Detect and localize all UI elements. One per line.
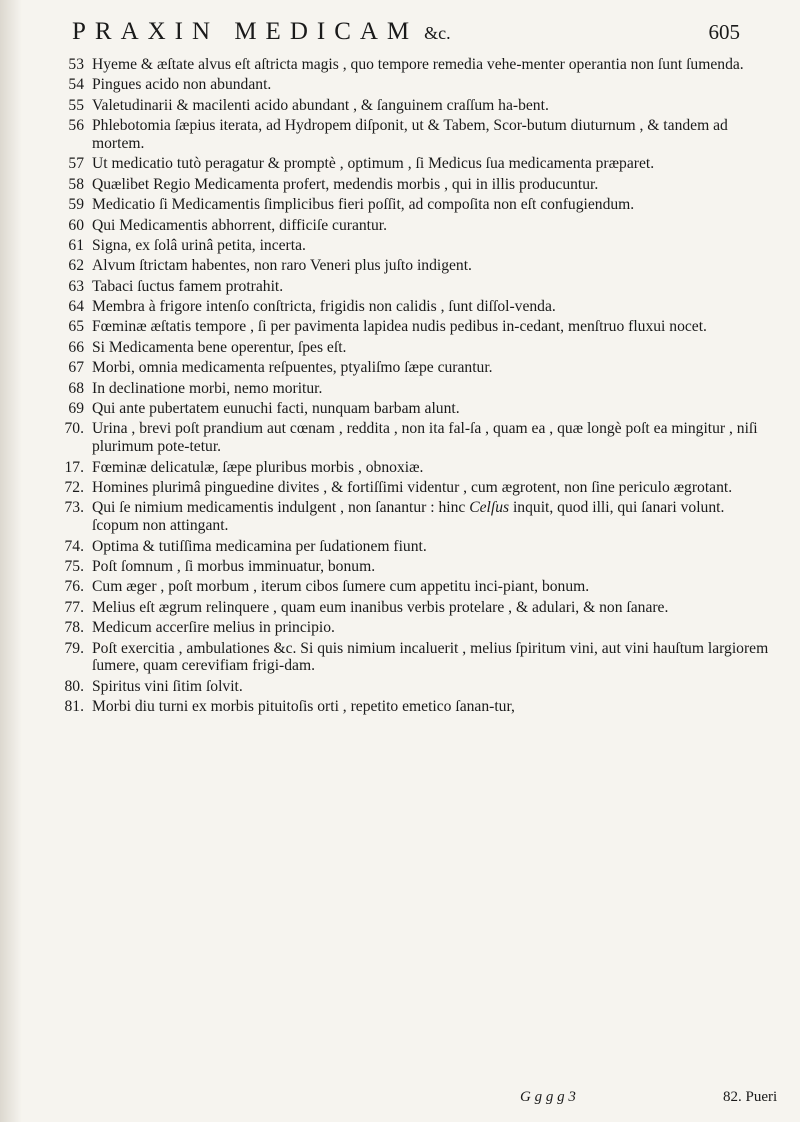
aphorism-number: 72. [64, 479, 84, 497]
aphorism-number: 53 [68, 56, 84, 73]
aphorism-number: 60 [68, 216, 84, 234]
aphorism-text-part: Qui ſe nimium medicamentis indulgent , non ſanantur : hinc [92, 499, 470, 517]
aphorism-54 [40, 76, 775, 94]
aphorism-number: 67 [68, 359, 84, 377]
aphorism-74 [40, 538, 775, 556]
aphorism-number: 78. [64, 619, 84, 637]
aphorism-77 [40, 599, 775, 617]
aphorism-62 [40, 257, 775, 275]
aphorism-number: 76. [64, 578, 84, 596]
aphorism-number: 81. [64, 698, 84, 716]
aphorism-text: Melius eſt ægrum relinquere , quam eum inanibus verbis protelare , & adulari, & non ſanare. [92, 598, 669, 616]
aphorism-76 [40, 578, 775, 596]
aphorism-number: 70. [64, 420, 84, 438]
aphorism-number: 65 [68, 318, 84, 336]
aphorism-number: 66 [68, 338, 84, 356]
aphorism-number: 79. [64, 639, 84, 657]
aphorism-64 [40, 298, 775, 316]
aphorism-text: Medicum accerſire melius in principio. [92, 619, 335, 637]
aphorism-60 [40, 217, 775, 235]
aphorism-75 [40, 558, 775, 576]
page-header [72, 18, 740, 52]
aphorism-text: Quælibet Regio Medicamenta profert, medendis morbis , qui in illis producuntur. [92, 175, 599, 193]
aphorism-number: 62 [68, 257, 84, 275]
aphorism-text-part: inquit, quod illi, qui ſanari volunt. ſcopum non attingant. [92, 499, 725, 535]
aphorism-80 [40, 678, 775, 696]
aphorism-text: Poſt exercitia , ambulationes &c. Si quis nimium incaluerit , melius ſpiritum vini, aut vini hauſtum largiorem ſumere, quam cerevifiam frigi-dam. [92, 639, 769, 675]
aphorism-58 [40, 176, 775, 194]
aphorism-number: 74. [64, 537, 84, 555]
aphorism-65 [40, 318, 775, 336]
aphorism-number: 68 [68, 379, 84, 397]
aphorism-number: 61 [68, 236, 84, 254]
aphorism-number: 69 [68, 400, 84, 418]
aphorism-number: 55 [68, 96, 84, 114]
aphorism-68 [40, 380, 775, 398]
aphorism-number: 57 [68, 155, 84, 173]
aphorism-number: 59 [68, 196, 84, 214]
aphorism-text: Medicatio ſi Medicamentis ſimplicibus fieri poſſit, ad compoſita non eſt confugiendum. [92, 196, 635, 214]
aphorism-text: Pingues acido non abundant. [92, 76, 272, 94]
aphorism-78 [40, 619, 775, 637]
aphorism-text: Membra à frigore intenſo conſtricta, frigidis non calidis , ſunt diſſol-venda. [92, 298, 556, 316]
aphorism-61 [40, 237, 775, 255]
aphorism-63 [40, 278, 775, 296]
aphorism-text: Urina , brevi poſt prandium aut cœnam , reddita , non ita fal-ſa , quam ea , quæ longè poſt ea mingitur , niſi plurimum pote-tetur. [92, 420, 758, 456]
running-title [72, 18, 451, 46]
aphorism-text: Spiritus vini ſitim ſolvit. [92, 677, 243, 695]
author-name-celsus: Celſus [469, 499, 510, 517]
aphorism-73 [40, 499, 775, 535]
aphorism-number: 63 [68, 277, 84, 295]
aphorism-number: 75. [64, 557, 84, 575]
aphorism-number: 73. [64, 499, 84, 517]
signature-mark: G g g g 3 [520, 1089, 576, 1105]
aphorism-67 [40, 359, 775, 377]
aphorism-text: Phlebotomia ſæpius iterata, ad Hydropem diſponit, ut & Tabem, Scor-butum diuturnum , & tandem ad mortem. [92, 117, 728, 152]
aphorism-59 [40, 196, 775, 214]
aphorism-70 [40, 420, 775, 456]
aphorism-number: 56 [68, 117, 84, 135]
aphorism-57 [40, 155, 775, 173]
aphorism-number: 64 [68, 298, 84, 316]
aphorism-text: Signa, ex ſolâ urinâ petita, incerta. [92, 236, 306, 254]
aphorism-text: Cum æger , poſt morbum , iterum cibos ſumere cum appetitu inci-piant, bonum. [92, 578, 590, 596]
aphorism-text: Optima & tutiſſima medicamina per ſudationem fiunt. [92, 537, 427, 555]
aphorism-72 [40, 479, 775, 497]
aphorism-text: Alvum ſtrictam habentes, non raro Veneri plus juſto indigent. [92, 257, 472, 275]
aphorism-text: Fœminæ æſtatis tempore , ſi per pavimenta lapidea nudis pedibus in-cedant, menſtruo fluxui nocet. [92, 318, 707, 336]
aphorism-text: Ut medicatio tutò peragatur & promptè , optimum , ſi Medicus ſua medicamenta præparet. [92, 155, 655, 173]
running-title-text: PRAXIN MEDICAM [72, 18, 419, 45]
aphorism-text: Fœminæ delicatulæ, ſæpe pluribus morbis , obnoxiæ. [92, 458, 424, 476]
aphorism-71 [40, 459, 775, 477]
aphorism-69 [40, 400, 775, 418]
aphorism-list [40, 56, 775, 719]
aphorism-text: Hyeme & æſtate alvus eſt aſtricta magis , quo tempore remedia vehe-menter operantia non ſunt ſumenda. [92, 56, 744, 73]
aphorism-text: Tabaci ſuctus famem protrahit. [92, 277, 284, 295]
aphorism-text: Si Medicamenta bene operentur, ſpes eſt. [92, 338, 347, 356]
aphorism-number: 54 [68, 76, 84, 94]
aphorism-text [92, 499, 724, 534]
aphorism-number: 77. [64, 598, 84, 616]
aphorism-55 [40, 97, 775, 115]
page-edge-shadow [0, 0, 22, 1122]
aphorism-text: In declinatione morbi, nemo moritur. [92, 379, 323, 397]
aphorism-81 [40, 698, 775, 716]
aphorism-number: 17. [64, 458, 84, 476]
aphorism-56 [40, 117, 775, 153]
aphorism-number: 58 [68, 175, 84, 193]
aphorism-text: Morbi diu turni ex morbis pituitoſis orti , repetito emetico ſanan-tur, [92, 698, 515, 716]
aphorism-53 [40, 56, 775, 74]
catchword: 82. Pueri [723, 1089, 778, 1105]
aphorism-66 [40, 339, 775, 357]
aphorism-text: Homines plurimâ pinguedine divites , & fortiſſimi videntur , cum ægrotent, non ſine periculo ægrotant. [92, 479, 733, 497]
aphorism-number: 80. [64, 677, 84, 695]
aphorism-text: Morbi, omnia medicamenta reſpuentes, ptyaliſmo ſæpe curantur. [92, 359, 493, 377]
aphorism-text: Qui ante pubertatem eunuchi facti, nunquam barbam alunt. [92, 400, 460, 418]
aphorism-text: Qui Medicamentis abhorrent, difficiſe curantur. [92, 216, 388, 234]
aphorism-text: Valetudinarii & macilenti acido abundant , & ſanguinem craſſum ha-bent. [92, 96, 549, 114]
aphorism-79 [40, 640, 775, 676]
aphorism-text: Poſt ſomnum , ſi morbus imminuatur, bonum. [92, 557, 376, 575]
running-title-suffix: &c. [424, 23, 451, 43]
page-number: 605 [708, 20, 740, 44]
